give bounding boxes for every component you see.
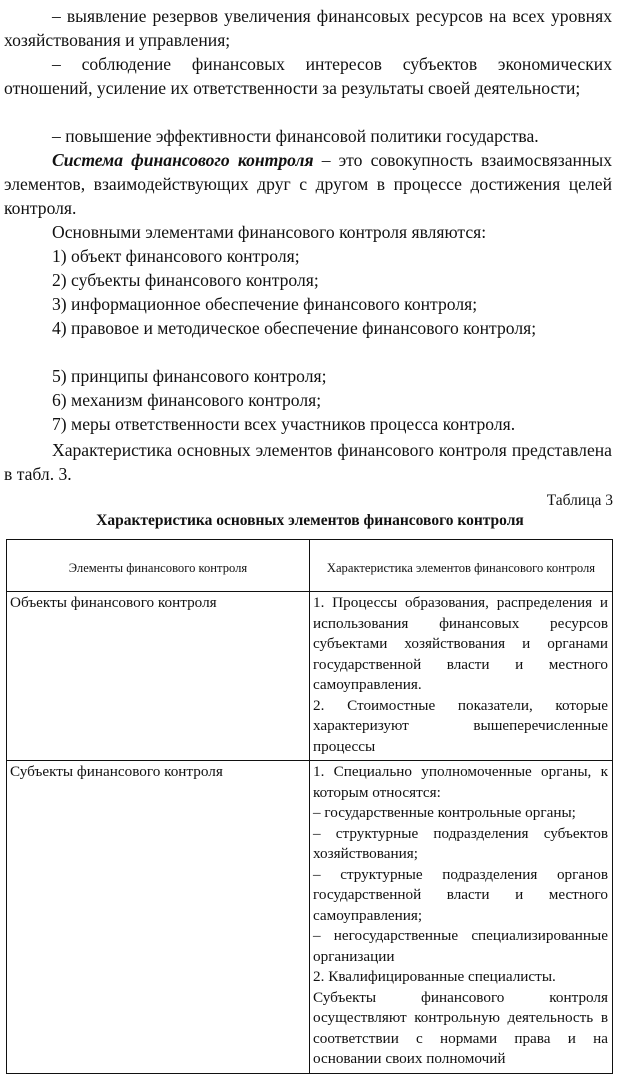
row-element-label: Объекты финансового контроля <box>7 592 310 761</box>
element-list-item: 4) правовое и методическое обеспечение финансового контроля; <box>52 318 537 338</box>
cell-line: – негосударственные специализированные организации <box>313 927 608 965</box>
element-list-item: 6) механизм финансового контроля; <box>52 390 322 410</box>
cell-line: Субъекты финансового контроля осуществляют контрольную деятельность в соответствии с нормами права и на основании своих полномочий <box>313 988 608 1067</box>
header-characteristics: Характеристика элементов финансового контроля <box>310 540 613 592</box>
row-characteristics <box>310 592 613 761</box>
cell-line: 1. Процессы образования, распределения и использования финансовых ресурсов субъектами хозяйствования и органами государственной власти и местного самоуправления. <box>313 594 608 693</box>
definition-text: – это совокупность взаимосвязанных элементов, взаимодействующих друг с другом в процессе достижения целей контроля. <box>4 150 612 218</box>
cell-line: 2. Стоимостные показатели, которые характеризуют вышеперечисленные процессы <box>313 696 608 755</box>
cell-line: – государственные контрольные органы; <box>313 804 576 821</box>
element-list-item: 7) меры ответственности всех участников процесса контроля. <box>52 414 516 434</box>
cell-line: 2. Квалифицированные специалисты. <box>313 968 556 985</box>
table-title: Характеристика основных элементов финансового контроля <box>96 512 524 529</box>
element-list-item: 2) субъекты финансового контроля; <box>52 270 319 290</box>
row-characteristics <box>310 761 613 1074</box>
cell-line: – структурные подразделения субъектов хозяйствования; <box>313 824 608 862</box>
definition-paragraph <box>4 148 612 220</box>
row-element-label: Субъекты финансового контроля <box>7 761 310 1074</box>
goal-item-policy: – повышение эффективности финансовой политики государства. <box>52 126 539 146</box>
goal-item-interests: – соблюдение финансовых интересов субъектов экономических отношений, усиление их ответственности за результаты своей деятельности; <box>4 54 612 98</box>
cell-line: – структурные подразделения органов государственной власти и местного самоуправления; <box>313 865 608 924</box>
table-row <box>7 761 613 1074</box>
table-row <box>7 592 613 761</box>
cell-line: 1. Специально уполномоченные органы, к которым относятся: <box>313 763 608 801</box>
elements-table <box>6 539 613 1074</box>
table-header-row <box>7 540 613 592</box>
table-caption: Таблица 3 <box>546 492 613 509</box>
header-elements: Элементы финансового контроля <box>7 540 310 592</box>
element-list-item: 3) информационное обеспечение финансового контроля; <box>52 294 478 314</box>
element-list-item: 5) принципы финансового контроля; <box>52 366 327 386</box>
definition-term: Система финансового контроля <box>52 150 314 170</box>
goal-item-reserves: – выявление резервов увеличения финансовых ресурсов на всех уровнях хозяйствования и управления; <box>4 6 612 50</box>
elements-intro: Основными элементами финансового контроля являются: <box>52 222 487 242</box>
element-list-item: 1) объект финансового контроля; <box>52 246 300 266</box>
table-reference-paragraph: Характеристика основных элементов финансового контроля представлена в табл. 3. <box>4 440 612 484</box>
